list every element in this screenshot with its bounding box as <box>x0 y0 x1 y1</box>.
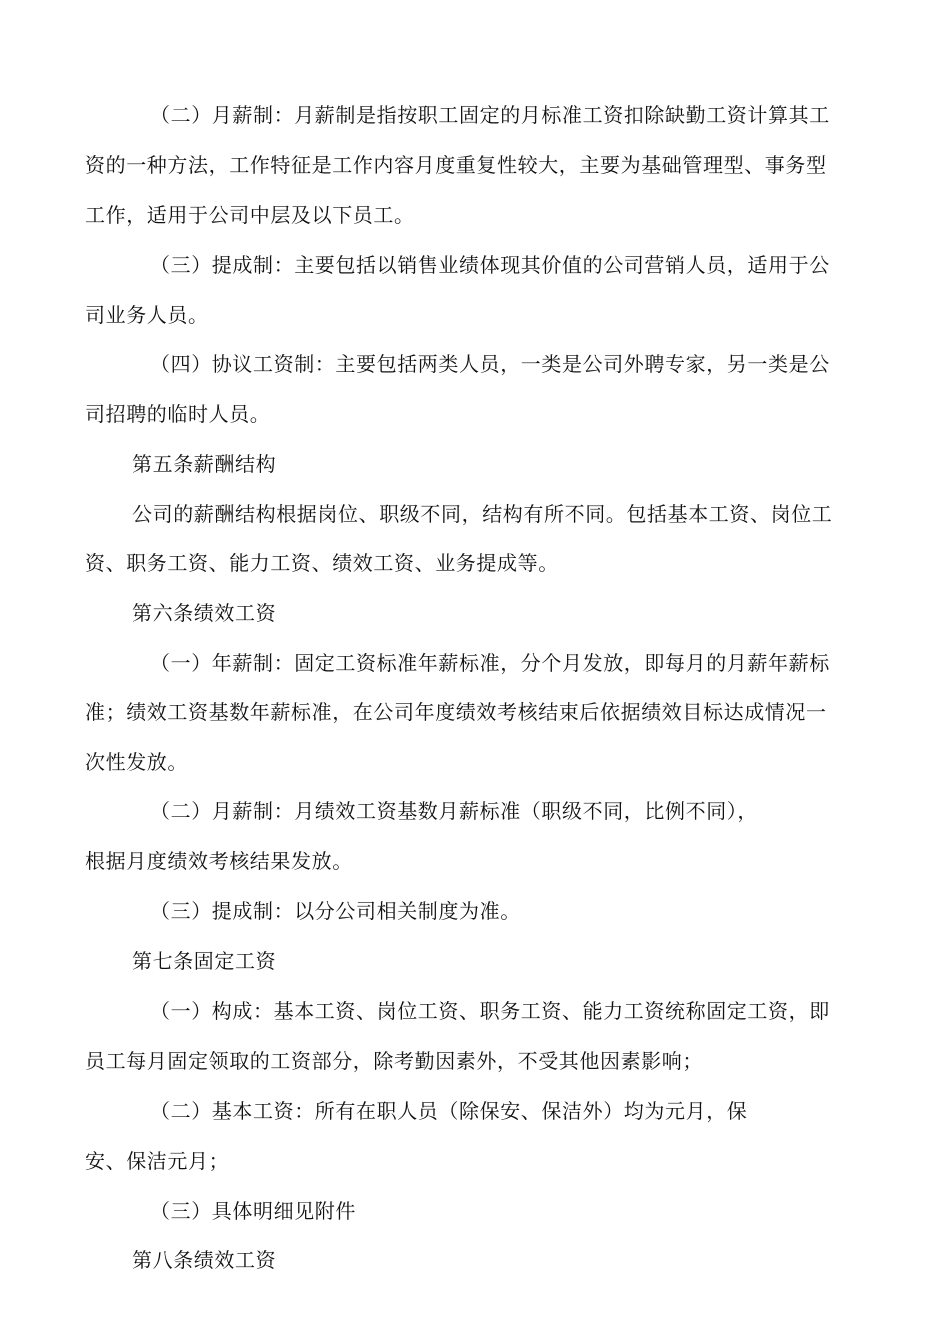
text-line: （四）协议工资制：主要包括两类人员，一类是公司外聘专家，另一类是公 <box>150 352 830 376</box>
section-heading: 第五条薪酬结构 <box>132 452 277 476</box>
text-line: 根据月度绩效考核结果发放。 <box>85 849 353 873</box>
text-line: （二）基本工资：所有在职人员（除保安、保洁外）均为元月，保 <box>150 1099 748 1123</box>
section-heading: 第七条固定工资 <box>132 949 277 973</box>
text-line: （二）月薪制：月绩效工资基数月薪标准（职级不同，比例不同）， <box>150 799 758 823</box>
text-line: 司招聘的临时人员。 <box>85 402 271 426</box>
text-line: （一）构成：基本工资、岗位工资、职务工资、能力工资统称固定工资，即 <box>150 999 830 1023</box>
text-line: 司业务人员。 <box>85 303 209 327</box>
text-line: （三）具体明细见附件 <box>150 1199 356 1223</box>
text-line: 准；绩效工资基数年薪标准，在公司年度绩效考核结束后依据绩效目标达成情况一 <box>85 700 827 724</box>
text-line: 资、职务工资、能力工资、绩效工资、业务提成等。 <box>85 551 559 575</box>
text-line: （三）提成制：以分公司相关制度为准。 <box>150 899 521 923</box>
text-line: 次性发放。 <box>85 750 188 774</box>
text-line: 资的一种方法，工作特征是工作内容月度重复性较大，主要为基础管理型、事务型 <box>85 153 827 177</box>
text-line: 安、保洁元月； <box>85 1149 230 1173</box>
text-line: （三）提成制：主要包括以销售业绩体现其价值的公司营销人员，适用于公 <box>150 253 830 277</box>
section-heading: 第八条绩效工资 <box>132 1248 277 1272</box>
section-heading: 第六条绩效工资 <box>132 601 277 625</box>
text-line: （一）年薪制：固定工资标准年薪标准，分个月发放，即每月的月薪年薪标 <box>150 651 830 675</box>
text-line: 公司的薪酬结构根据岗位、职级不同，结构有所不同。包括基本工资、岗位工 <box>132 502 833 526</box>
text-line: 工作，适用于公司中层及以下员工。 <box>85 203 415 227</box>
text-line: 员工每月固定领取的工资部分，除考勤因素外，不受其他因素影响； <box>85 1049 703 1073</box>
text-line: （二）月薪制：月薪制是指按职工固定的月标准工资扣除缺勤工资计算其工 <box>150 103 830 127</box>
